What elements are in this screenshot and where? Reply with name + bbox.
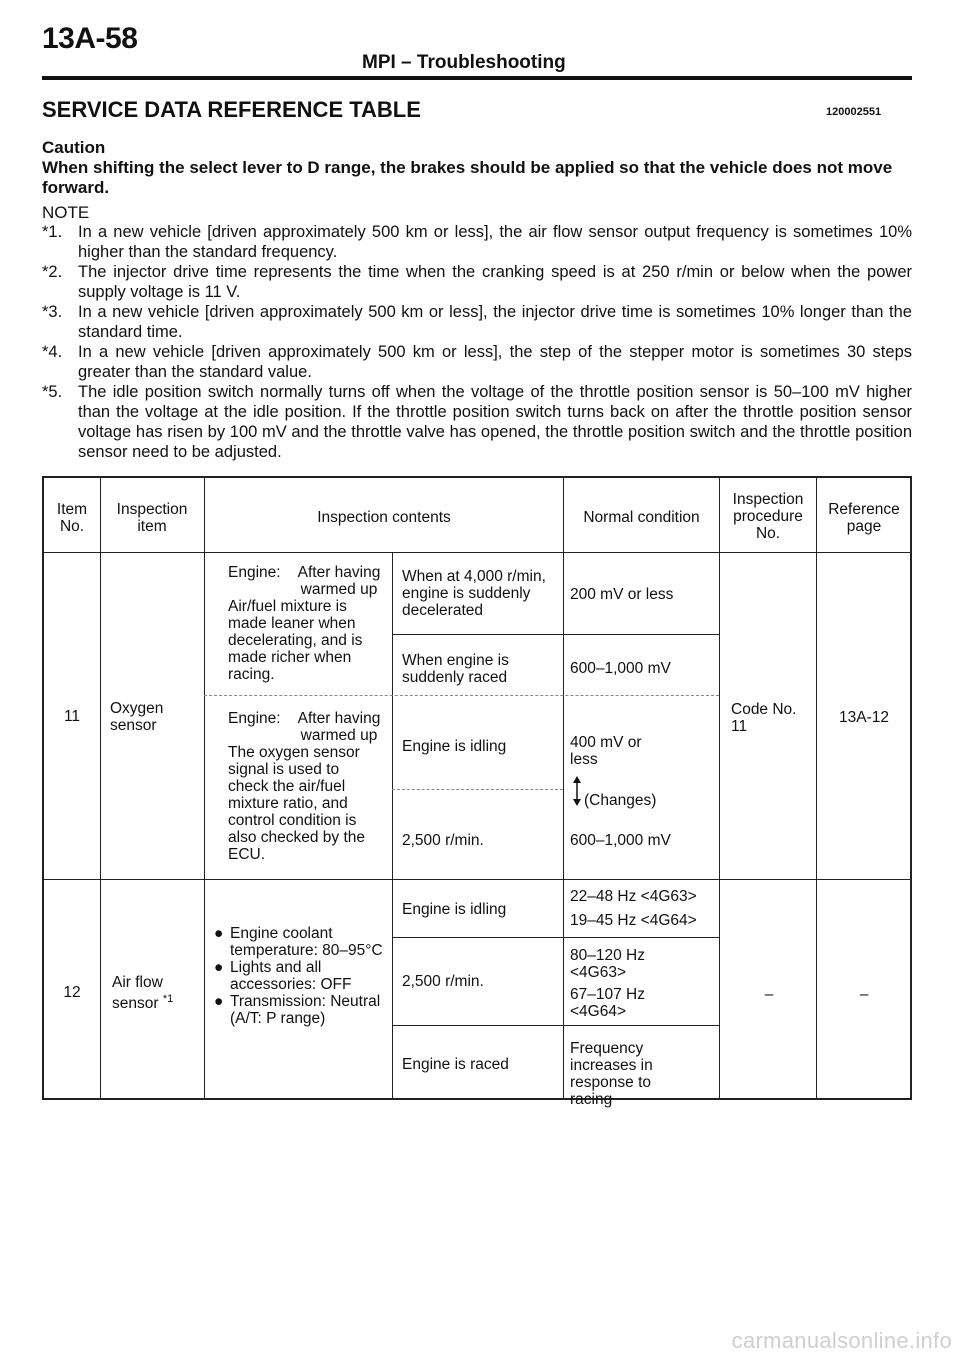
- sub-row-divider: [392, 1025, 719, 1026]
- row11-cond2-label: Engine:: [228, 710, 281, 727]
- note-text: In a new vehicle [driven approximately 500 km or less], the injector drive time is sometimes 10% longer than the standard time.: [78, 303, 912, 341]
- row11-cond1-label: Engine:: [228, 564, 281, 581]
- row12-condition: ● Engine coolant temperature: 80–95°C: [214, 925, 383, 959]
- row12-item-mark: *1: [162, 993, 174, 1005]
- table-border-right: [910, 476, 912, 1100]
- double-arrow-icon: [572, 776, 582, 806]
- note-marker: *1.: [42, 223, 63, 241]
- header-procedure-no: Inspection procedure No.: [732, 491, 804, 542]
- sub-row-divider: [392, 789, 563, 790]
- row12-sub2-state: 2,500 r/min.: [402, 973, 484, 990]
- col-divider: [100, 476, 101, 1100]
- table-border-left: [42, 476, 44, 1100]
- row11-cond2: [228, 710, 388, 863]
- row12-condition: ● Lights and all accessories: OFF: [214, 959, 352, 993]
- row12-sub1-state: Engine is idling: [402, 901, 507, 918]
- row12-sub3-state: Engine is raced: [402, 1056, 509, 1073]
- bullet-icon: ●: [214, 959, 224, 976]
- row12-conditions: [212, 925, 390, 1027]
- note-item: [42, 342, 912, 382]
- row11-cond2-engine: [228, 710, 388, 744]
- row11-sub3-normal: 400 mV or less: [570, 734, 642, 768]
- sub-col-divider: [392, 552, 393, 695]
- row12-sub1-normal-b: 19–45 Hz <4G64>: [570, 912, 697, 929]
- row11-sub1-normal: 200 mV or less: [570, 586, 674, 603]
- note-marker: *5.: [42, 383, 63, 401]
- row12-inspection-item: [112, 974, 200, 1012]
- note-marker: *3.: [42, 303, 63, 321]
- note-text: In a new vehicle [driven approximately 500 km or less], the air flow sensor output frequency is sometimes 10% higher than the standard frequency.: [78, 223, 912, 261]
- header-item-no: Item No.: [56, 501, 88, 535]
- bullet-icon: ●: [214, 925, 224, 942]
- row11-cond1: [228, 564, 388, 683]
- row11-cond1-value: After having warmed up: [297, 564, 381, 598]
- row11-reference: 13A-12: [839, 709, 889, 726]
- row12-procedure: –: [764, 986, 774, 1003]
- caution-text: When shifting the select lever to D range, the brakes should be applied so that the vehicle does not move forward.: [42, 158, 893, 197]
- sub-col-divider: [392, 879, 393, 1099]
- row12-item-no: 12: [63, 984, 81, 1001]
- row11-sub1-state: When at 4,000 r/min, engine is suddenly decelerated: [402, 568, 546, 619]
- note-item: [42, 382, 912, 462]
- section-code: 120002551: [826, 106, 882, 118]
- note-item: [42, 222, 912, 262]
- row11-item-no: 11: [63, 708, 81, 725]
- note-list: [42, 222, 912, 462]
- row11-inspection-item: Oxygen sensor: [110, 700, 164, 734]
- table-border-top: [42, 476, 912, 478]
- row12-sub3-normal: Frequency increases in response to racing: [570, 1040, 653, 1108]
- row11-cond1-engine: [228, 564, 388, 598]
- note-marker: *2.: [42, 263, 63, 281]
- row11-sub2-normal: 600–1,000 mV: [570, 660, 671, 677]
- sub-row-divider: [204, 695, 719, 696]
- header-rule: [42, 76, 912, 80]
- header-divider: [42, 552, 912, 553]
- col-divider: [816, 476, 817, 1100]
- sub-col-divider: [392, 695, 393, 879]
- row11-sub3-state: Engine is idling: [402, 738, 507, 755]
- note-item: [42, 302, 912, 342]
- header-reference-page: Reference page: [828, 501, 900, 535]
- sub-row-divider: [392, 634, 719, 635]
- col-divider: [719, 476, 720, 1100]
- note-text: The idle position switch normally turns off when the voltage of the throttle position sensor is 50–100 mV higher than the voltage at the idle position. If the throttle position switch turns back on after the throttle position sensor voltage has risen by 100 mV and the throttle valve has opened, the throttle position switch and the throttle position sensor need to be adjusted.: [78, 383, 912, 461]
- row11-changes: (Changes): [584, 792, 657, 809]
- section-title: SERVICE DATA REFERENCE TABLE: [42, 97, 421, 122]
- row12-reference: –: [859, 986, 869, 1003]
- caution-heading: Caution: [42, 138, 106, 157]
- row11-sub4-state: 2,500 r/min.: [402, 832, 484, 849]
- row11-cond1-desc: Air/fuel mixture is made leaner when decelerating, and is made richer when racing.: [228, 598, 363, 683]
- footer-watermark: carmanualsonline.info: [731, 1328, 952, 1353]
- note-text: The injector drive time represents the time when the cranking speed is at 250 r/min or below when the power supply voltage is 11 V.: [78, 263, 912, 301]
- header-title: MPI – Troubleshooting: [362, 52, 566, 73]
- row11-cond2-value: After having warmed up: [297, 710, 381, 744]
- col-divider: [204, 476, 205, 1100]
- row-divider: [42, 879, 912, 880]
- note-heading: NOTE: [42, 203, 90, 222]
- header-inspection-contents: Inspection contents: [317, 509, 451, 526]
- row12-sub1-normal-a: 22–48 Hz <4G63>: [570, 888, 697, 905]
- note-item: [42, 262, 912, 302]
- table-border-bottom: [42, 1098, 912, 1100]
- sub-row-divider: [392, 937, 719, 938]
- note-marker: *4.: [42, 343, 63, 361]
- row12-item-name: Air flow sensor: [112, 974, 163, 1013]
- col-divider: [563, 476, 564, 1100]
- header-normal-condition: Normal condition: [583, 509, 700, 526]
- row11-procedure: Code No. 11: [731, 701, 797, 735]
- row12-condition: ● Transmission: Neutral (A/T: P range): [214, 993, 381, 1027]
- bullet-icon: ●: [214, 993, 224, 1010]
- row12-sub2-normal-b: 67–107 Hz <4G64>: [570, 986, 645, 1020]
- row11-sub2-state: When engine is suddenly raced: [402, 652, 509, 686]
- note-text: In a new vehicle [driven approximately 500 km or less], the step of the stepper motor is sometimes 30 steps greater than the standard value.: [78, 343, 912, 381]
- row12-sub2-normal-a: 80–120 Hz <4G63>: [570, 947, 645, 981]
- row11-sub4-normal: 600–1,000 mV: [570, 832, 671, 849]
- row11-cond2-desc: The oxygen sensor signal is used to check the air/fuel mixture ratio, and control condition is also checked by the ECU.: [228, 744, 366, 863]
- page-number: 13A-58: [42, 22, 138, 55]
- header-inspection-item: Inspection item: [116, 501, 188, 535]
